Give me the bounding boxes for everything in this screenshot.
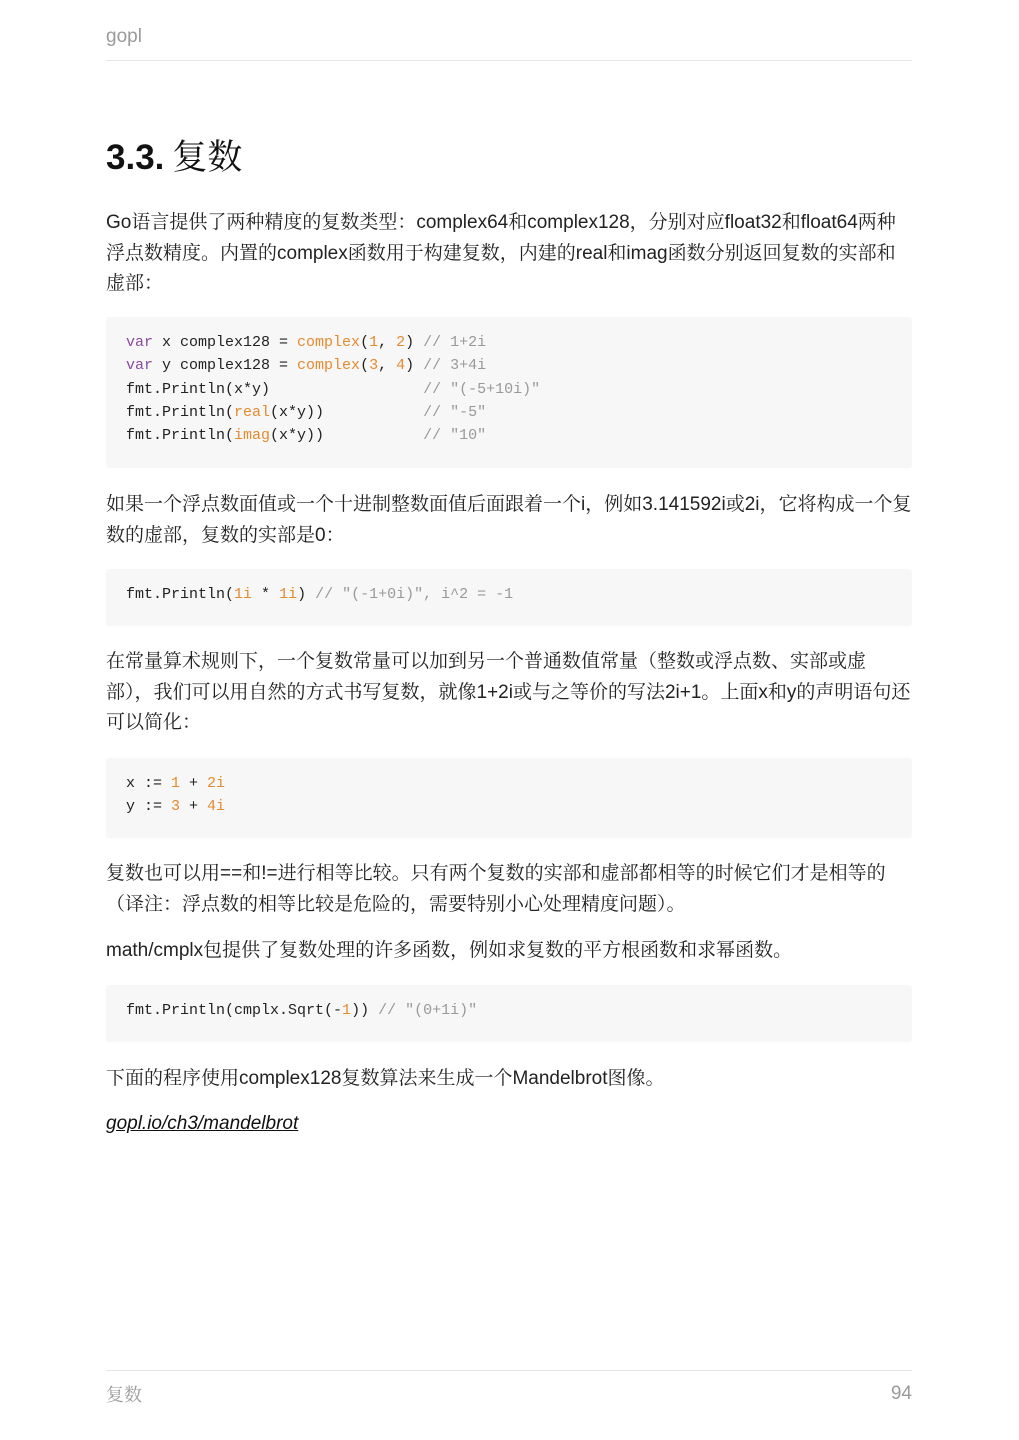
code-line: y := 3 + 4i [126, 798, 226, 816]
page-number: 94 [890, 1383, 912, 1404]
book-title: gopl [106, 26, 142, 47]
page-footer [106, 1370, 912, 1421]
code-block [106, 758, 912, 838]
code-line: fmt.Println(cmplx.Sqrt(-1)) // "(0+1i)" [126, 1002, 478, 1019]
code-block [106, 317, 912, 468]
code-line: fmt.Println(imag(x*y)) // "10" [126, 427, 487, 445]
paragraph-constant-rules: 在常量算术规则下，一个复数常量可以加到另一个普通数值常量（整数或浮点数、实部或虚部），我们可以用自然的方式书写复数，就像1+2i或与之等价的写法2i+1。上面x和y的声明语句还可以简化： [106, 651, 911, 733]
code-line: x := 1 + 2i [126, 775, 226, 792]
code-line: fmt.Println(1i * 1i) // "(-1+0i)", i^2 = -1 [126, 586, 514, 603]
page-header [106, 24, 912, 61]
section-title: 复数 [172, 138, 243, 178]
section-heading [106, 136, 242, 180]
paragraph-mandelbrot: 下面的程序使用complex128复数算法来生成一个Mandelbrot图像。 [106, 1068, 665, 1089]
paragraph-comparison: 复数也可以用==和!=进行相等比较。只有两个复数的实部和虚部都相等的时候它们才是相等的（译注：浮点数的相等比较是危险的，需要特别小心处理精度问题）。 [106, 863, 886, 915]
code-block [106, 985, 912, 1042]
paragraph-imaginary-literal: 如果一个浮点数面值或一个十进制整数面值后面跟着一个i，例如3.141592i或2i，它将构成一个复数的虚部，复数的实部是0： [106, 494, 912, 546]
code-line: fmt.Println(x*y) // "(-5+10i)" [126, 380, 541, 398]
code-line: var x complex128 = complex(1, 2) // 1+2i [126, 334, 487, 351]
code-block [106, 569, 912, 626]
section-number: 3.3. [106, 138, 165, 177]
mandelbrot-source-link[interactable]: gopl.io/ch3/mandelbrot [106, 1113, 299, 1134]
footer-chapter-title: 复数 [106, 1385, 142, 1406]
paragraph-intro: Go语言提供了两种精度的复数类型：complex64和complex128，分别对应float32和float64两种浮点数精度。内置的complex函数用于构建复数，内建的real和imag函数分别返回复数的实部和虚部： [106, 212, 896, 294]
code-line: fmt.Println(real(x*y)) // "-5" [126, 403, 487, 421]
paragraph-cmplx-package: math/cmplx包提供了复数处理的许多函数，例如求复数的平方根函数和求幂函数。 [106, 940, 793, 961]
code-line: var y complex128 = complex(3, 4) // 3+4i [126, 357, 487, 375]
